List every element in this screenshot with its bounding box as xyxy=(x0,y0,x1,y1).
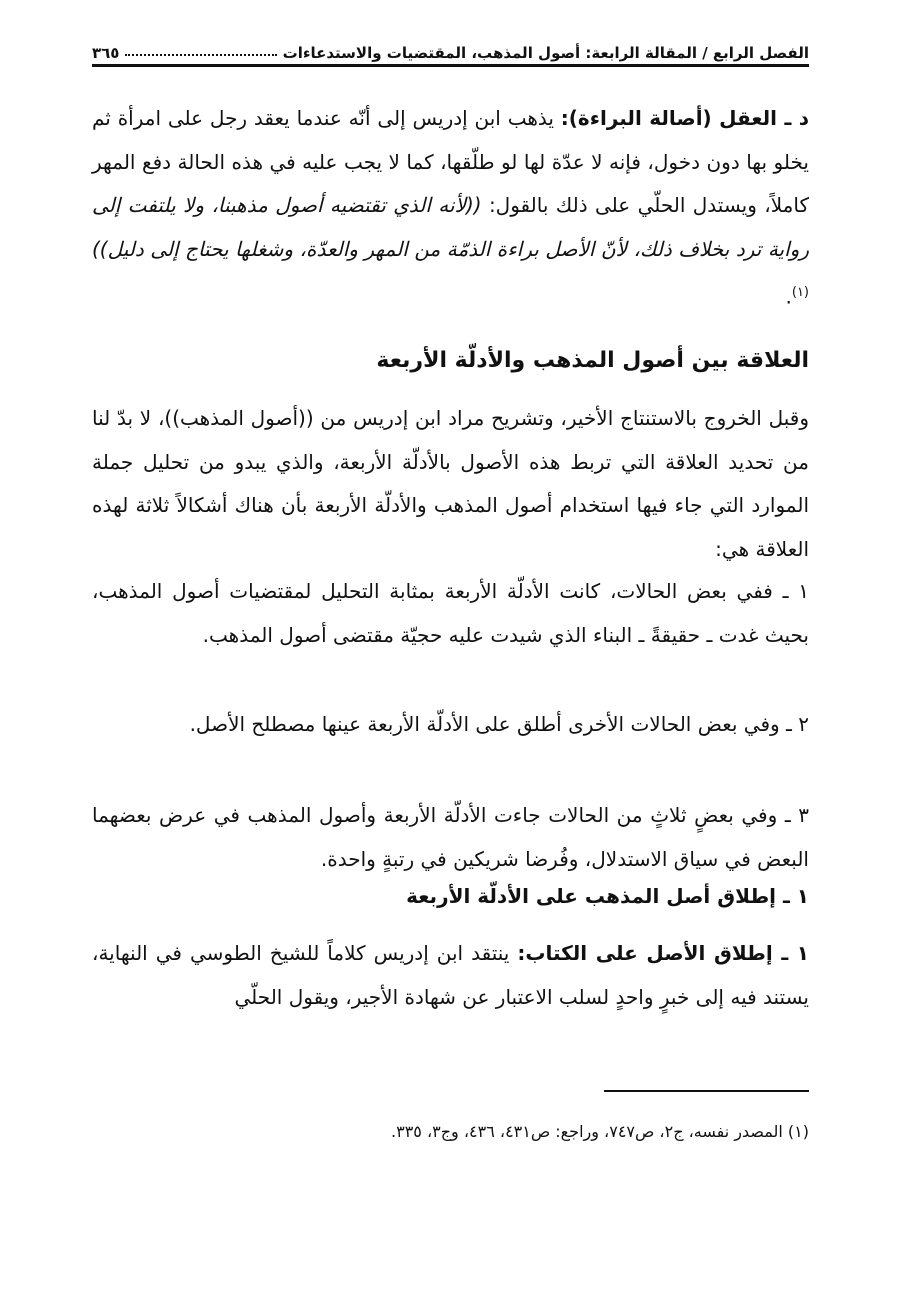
page-number: ٣٦٥ xyxy=(92,44,120,62)
quotation: ((لأنه الذي تقتضيه أصول مذهبنا، ولا يلتفت إلى رواية ترد بخلاف ذلك، لأنّ الأصل براءة الذمّة من المهر والعدّة، وشغلها يحتاج إلى دليل)) xyxy=(92,193,809,261)
header-rule xyxy=(92,64,809,67)
list-item-3: ٣ ـ وفي بعضٍ ثلاثٍ من الحالات جاءت الأدلّة الأربعة وأصول المذهب في عرض بعضهما البعض في سياق الاستدلال، وفُرضا شريكين في رتبةٍ واحدة. xyxy=(92,803,809,871)
sentence-end: . xyxy=(785,284,792,309)
running-header xyxy=(92,28,809,62)
section-heading: العلاقة بين أصول المذهب والأدلّة الأربعة xyxy=(376,348,809,373)
paragraph-text: يذهب ابن إدريس إلى أنّه عندما يعقد رجل على امرأة ثم يخلو بها دون دخول، فإنه لا عدّة لها لو طلّقها، كما لا يجب عليه في هذه الحالة دفع المهر كاملاً، ويستدل الحلّي على ذلك بالقول: xyxy=(92,106,809,217)
paragraph-label: ١ ـ إطلاق الأصل على الكتاب: xyxy=(517,941,810,965)
paragraph-label: د ـ العقل (أصالة البراءة): xyxy=(560,106,809,130)
footnote: (١) المصدر نفسه، ج٢، ص٧٤٧، وراجع: ص٤٣١، ٤٣٦، وج٣، ٣٣٥. xyxy=(391,1122,809,1141)
subsection-heading: ١ ـ إطلاق أصل المذهب على الأدلّة الأربعة xyxy=(406,884,809,908)
footnote-separator xyxy=(604,1090,809,1092)
paragraph-book-usage xyxy=(92,932,809,1019)
list-item-1: ١ ـ ففي بعض الحالات، كانت الأدلّة الأربعة بمثابة التحليل لمقتضيات أصول المذهب، بحيث غدت ـ حقيقةً ـ البناء الذي شيدت عليه حجيّة مقتضى أصول المذهب. xyxy=(92,579,809,647)
paragraph-intro: وقبل الخروج بالاستنتاج الأخير، وتشريح مراد ابن إدريس من ((أصول المذهب))، لا بدّ لنا من تحديد العلاقة التي تربط هذه الأصول بالأدلّة الأربعة، والذي يبدو من تحليل جملة الموارد التي جاء فيها استخدام أصول المذهب والأدلّة الأربعة بأن هناك أشكالاً ثلاثة لهذه العلاقة هي: xyxy=(92,406,809,561)
footnote-reference[interactable]: (١) xyxy=(791,285,809,300)
list-item-2: ٢ ـ وفي بعض الحالات الأخرى أطلق على الأدلّة الأربعة عينها مصطلح الأصل. xyxy=(189,712,809,736)
paragraph-text: ينتقد ابن إدريس كلاماً للشيخ الطوسي في النهاية، يستند فيه إلى خبرٍ واحدٍ لسلب الاعتبار عن شهادة الأجير، ويقول الحلّي xyxy=(92,941,809,1009)
paragraph-reason-principle xyxy=(92,97,809,319)
header-dot-leader xyxy=(125,54,276,56)
header-title: الفصل الرابع / المقالة الرابعة: أصول المذهب، المقتضيات والاستدعاءات xyxy=(282,44,809,62)
